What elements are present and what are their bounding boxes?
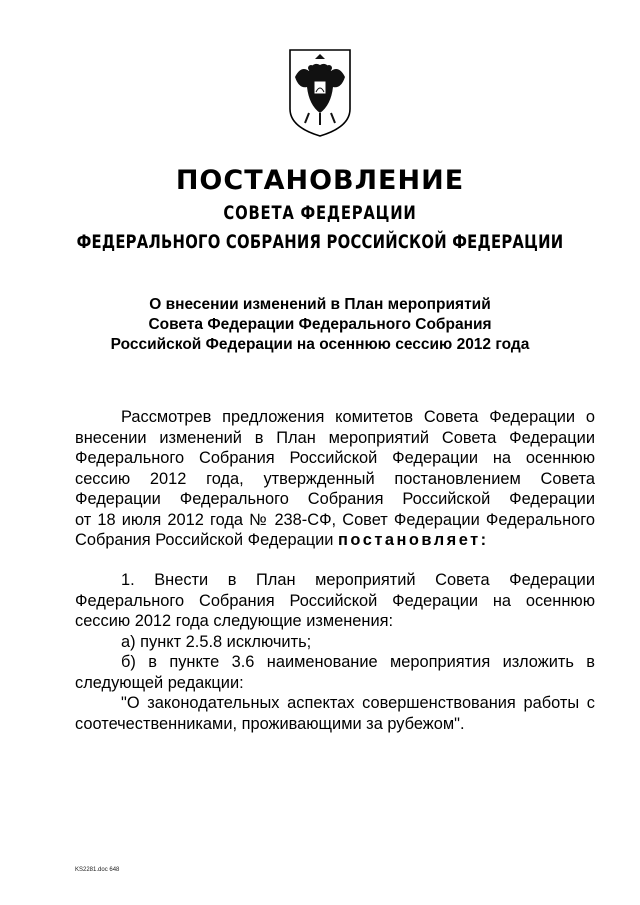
- double-headed-eagle-icon: [287, 47, 353, 139]
- preamble-paragraph: [75, 407, 595, 551]
- clause-item-a: а) пункт 2.5.8 исключить;: [121, 632, 312, 651]
- preamble-line: Рассмотрев предложения комитетов Совета Федерации о: [121, 408, 595, 426]
- quoted-title-line: "О законодательных аспектах совершенствования работы с: [121, 694, 595, 712]
- issuer-line-1: СОВЕТА ФЕДЕРАЦИИ: [223, 202, 417, 224]
- clause-line: сессию 2012 года следующие изменения:: [75, 612, 394, 630]
- preamble-line: Собрания Российской Федерации: [75, 531, 334, 549]
- quoted-title-line: соотечественниками, проживающими за рубежом".: [75, 714, 465, 733]
- preamble-line: Федерации Федерального Собрания Российской Федерации: [75, 490, 595, 508]
- preamble-last-line: [75, 530, 595, 551]
- clause-line: Федерального Собрания Российской Федерации на осеннюю: [75, 591, 595, 610]
- clause-line: следующей редакции:: [75, 673, 244, 692]
- issuer-line-2: ФЕДЕРАЛЬНОГО СОБРАНИЯ РОССИЙСКОЙ ФЕДЕРАЦИИ: [76, 231, 564, 253]
- subject-line: Российской Федерации на осеннюю сессию 2012 года: [110, 336, 530, 353]
- document-code: KS2281.doc 648: [75, 867, 120, 873]
- clause-item-b: б) в пункте 3.6 наименование мероприятия изложить в: [121, 653, 595, 671]
- clause-line: 1. Внести в План мероприятий Совета Федерации: [121, 571, 595, 589]
- subject-line: О внесении изменений в План мероприятий: [149, 296, 491, 313]
- subject-line: Совета Федерации Федерального Собрания: [148, 316, 492, 333]
- preamble-line: сессию 2012 года, утвержденный постановлением Совета: [75, 469, 595, 488]
- document-type-title: ПОСТАНОВЛЕНИЕ: [175, 165, 465, 196]
- clause-paragraph: [75, 570, 595, 734]
- document-subject: [70, 295, 570, 355]
- preamble-line: внесении изменений в План мероприятий Совета Федерации: [75, 428, 595, 447]
- resolves-word: постановляет:: [338, 531, 489, 549]
- preamble-line: от 18 июля 2012 года № 238-СФ, Совет Федерации Федерального: [75, 510, 595, 529]
- coat-of-arms-emblem: [287, 47, 353, 139]
- preamble-line: Федерального Собрания Российской Федерации на осеннюю: [75, 449, 595, 467]
